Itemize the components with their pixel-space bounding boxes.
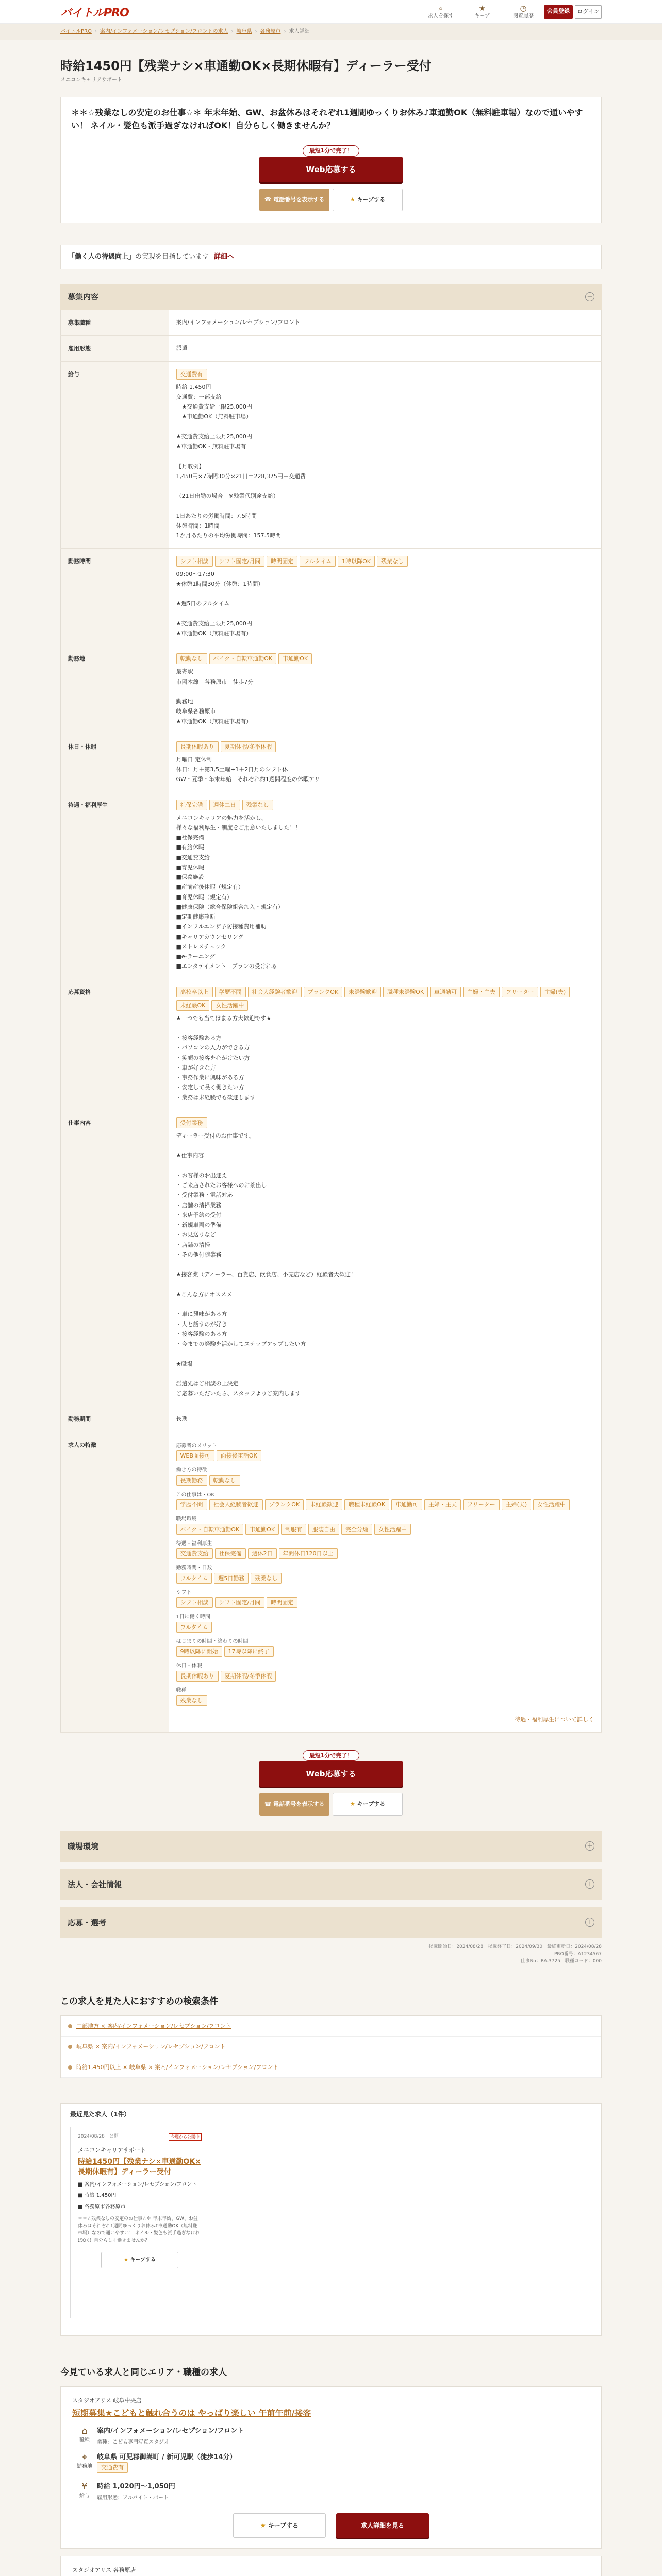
feature-tag: 主婦・主夫	[463, 987, 500, 997]
feature-tag: 交通費支給	[176, 1548, 213, 1559]
feature-tag: 9時以降に開始	[176, 1646, 222, 1657]
feature-group-caption: この仕事は・OK	[176, 1492, 214, 1498]
feature-tag: 学歴不問	[176, 1499, 207, 1510]
feature-tag: 社保完備	[215, 1548, 246, 1559]
feature-tag: 車通勤OK	[245, 1524, 279, 1535]
recruit-row-text: 最寄駅 市岡本線 各務原市 徒歩7分 勤務地 岐阜県各務原市 ★車通勤OK（無料駐車場有）	[176, 668, 254, 725]
condition-item	[61, 2037, 601, 2057]
treatment-note: 「働く人の待遇向上」の実現を目指しています 詳細へ	[60, 245, 602, 269]
recruit-row	[61, 1432, 602, 1732]
feature-tag: シフト固定/月間	[215, 1597, 265, 1608]
feature-tag: 交通費有	[97, 2462, 128, 2473]
feature-tag: 年間休日120日以上	[279, 1548, 338, 1559]
keep-button[interactable]: ★ キープする	[333, 189, 403, 211]
feature-tag: バイク・自転車通勤OK	[176, 1524, 244, 1535]
star-icon: ★	[478, 4, 486, 13]
feature-group-caption: 職場環境	[176, 1516, 197, 1522]
recruit-row	[61, 1110, 602, 1406]
feature-tag: 高校卒以上	[176, 987, 213, 997]
feature-tag: 車通勤OK	[278, 653, 312, 664]
recruit-row	[61, 792, 602, 979]
recruit-row-label: 勤務期間	[61, 1406, 169, 1432]
tag-list	[176, 1597, 594, 1611]
show-phone-button[interactable]: ☎ 電話番号を表示する	[259, 1793, 329, 1816]
login-button[interactable]: ログイン	[575, 5, 602, 19]
feature-tag: 週休2日	[248, 1548, 277, 1559]
feature-tag: WEB面接可	[176, 1450, 214, 1461]
header-nav	[420, 0, 544, 21]
feature-tag: 17時以降に終了	[224, 1646, 274, 1657]
expand-icon[interactable]: ＋	[585, 1918, 594, 1927]
feature-tag: 転勤なし	[176, 653, 207, 664]
condition-link[interactable]: 岐阜県 × 案内/インフォメーション/レセプション/フロント	[76, 2043, 226, 2050]
condition-link[interactable]: 中部地方 × 案内/インフォメーション/レセプション/フロント	[76, 2023, 231, 2029]
nav-star[interactable]	[461, 0, 503, 21]
keep-button[interactable]: ★ キープする	[333, 1793, 403, 1816]
location-icon: ⌖ 勤務地	[72, 2452, 97, 2476]
feature-tag: 服装自由	[308, 1524, 339, 1535]
feature-group-caption: 待遇・福利厚生	[176, 1540, 212, 1547]
feature-group-caption: シフト	[176, 1589, 192, 1596]
recruit-section-header[interactable]: 募集内容 －	[60, 284, 602, 310]
recruit-row-text: 時給 1,450円 交通費：一部支給 ★交通費支給上限25,000円 ★車通勤OK（無料駐車場） ★交通費支給上限月25,000円 ★車通勤OK・無料駐車場有 【月収例】 1,450円×7時間30分×21日＝228,375円＋交通費 （21日出勤の場合 ※残業代別途支給） 1日あたりの労働時間：7.5時間 休憩時間：1時間 1か月あたりの平均労働時間：157.5時間	[176, 383, 306, 539]
tag-list	[97, 2462, 236, 2476]
section-bar-label: 職場環境	[68, 1841, 99, 1851]
history-card[interactable]: 2024/08/28 公開 今週から公開中 メニコンキャリアサポート 時給1450円【残業ナシ×車通勤OK×長期休暇有】ディーラー受付 ■ 案内/インフォメーション/レセプション/フロント ■ 時給 1,450円 ■ 各務原市各務原市 ＊＊☆残業なしの安定のお仕事☆＊ 年末年始、GW、お盆休みはそれぞれ1週間ゆっくりお休み♪車通勤OK（無料駐車場）なので通いやすい！ ネイル・髪色も派手過ぎなければOK！自分らしく働きませんか？ ★ キープする	[70, 2127, 209, 2318]
nav-history[interactable]	[503, 0, 544, 21]
recruit-row-value	[169, 792, 602, 979]
feature-tag: 週5日勤務	[214, 1573, 249, 1584]
feature-tag: 制服有	[281, 1524, 306, 1535]
feature-tag: 1時以降OK	[338, 556, 375, 567]
feature-tag: フリーター	[502, 987, 538, 997]
section-bar-label: 法人・会社情報	[68, 1879, 122, 1889]
feature-tag: フルタイム	[176, 1573, 212, 1584]
nav-search[interactable]	[420, 0, 461, 21]
posting-meta: 掲載開始日：2024/08/28 掲載終了日：2024/09/30 最終更新日：2024/08/28 PRO番号：A1234567 仕事No：RA-3725 職種コード：000	[428, 1944, 602, 1964]
related-job-row	[72, 2426, 590, 2446]
related-wage-value: 時給 1,020円〜1,050円	[97, 2483, 175, 2491]
tag-list	[176, 1524, 594, 1537]
feature-tag: ブランクOK	[265, 1499, 304, 1510]
quick-apply-badge: 最短1分で完了！	[303, 145, 360, 156]
related-place-row	[72, 2452, 590, 2476]
feature-group-caption: 応募者のメリット	[176, 1443, 218, 1449]
keep-label: キープする	[268, 2521, 299, 2529]
feature-tag: シフト相談	[176, 556, 213, 567]
recruit-row-value	[169, 310, 602, 335]
breadcrumb-separator: ›	[284, 29, 286, 35]
recruit-row-value	[169, 361, 602, 548]
recruit-row-value	[169, 979, 602, 1110]
feature-tag: フリーター	[463, 1499, 500, 1510]
recruit-row-label: 給与	[61, 361, 169, 548]
feature-tag: 残業なし	[377, 556, 408, 567]
tag-list	[176, 1622, 594, 1635]
breadcrumb-item[interactable]: 案内/インフォメーション/レセプション/フロントの求人	[100, 29, 228, 35]
tag-list	[176, 556, 594, 569]
feature-group-caption: 1日に働く時間	[176, 1614, 210, 1620]
collapse-icon[interactable]: －	[585, 292, 594, 301]
quick-apply-badge: 最短1分で完了！	[303, 1750, 360, 1761]
related-wage-body	[97, 2482, 175, 2502]
recruit-row-text: ディーラー受付のお仕事です。 ★仕事内容 ・お客様のお出迎え ・ご来店されたお客様へのお茶出し ・受付業務・電話対応 ・店舗の清掃業務 ・来店予約の受付 ・新規車両の準備 ・お見送りなど ・店舗の清掃 ・その他付随業務 ★接客業（ディーラー、百貨店、飲食店、小売店など）経験者大歓迎！ ★こんな方にオススメ ・車に興味がある方 ・人と話すのが好き ・接客経験のある方 ・今までの経験を活かしてステップアップしたい方 ★職場 派遣先はご相談の上決定 ご応募いただいたら、スタッフよりご案内します	[176, 1132, 357, 1397]
recruit-row-value	[169, 734, 602, 792]
recruit-row	[61, 734, 602, 792]
features-cell	[169, 1432, 602, 1732]
feature-tag: 時間固定	[267, 556, 297, 567]
recruit-row-label: 求人の特徴	[61, 1432, 169, 1732]
feature-tag: 長期休暇あり	[176, 1671, 219, 1682]
feature-tag: 女性活躍中	[211, 1000, 248, 1011]
related-place-label: 勤務地	[77, 2463, 92, 2469]
feature-tag: 車通勤可	[391, 1499, 422, 1510]
related-job-card	[60, 2386, 602, 2548]
feature-tag: 職種未経験OK	[383, 987, 428, 997]
breadcrumb-separator: ›	[94, 29, 97, 35]
star-icon: ★	[350, 1800, 357, 1807]
related-keep-button[interactable]	[233, 2513, 326, 2538]
recruit-row-text: メニコンキャリアの魅力を活かし、 様々な福利厚生・制度をご用意いたしました！！ ■社保完備 ■有給休暇 ■交通費支給 ■育児休暇 ■保養施設 ■産前産後休暇（規定有） ■育児休暇（規定有） ■健康保険（総合保険組合加入・規定有） ■定期健康診断 ■インフルエンザ予防接種費用補助 ■キャリアカウンセリング ■ストレスチェック ■e-ラーニング ■エンタテイメント プランの受けれる	[176, 814, 301, 970]
feature-tag: 未経験歓迎	[306, 1499, 342, 1510]
feature-tag: 学歴不問	[215, 987, 246, 997]
related-company: スタジオアリス 各務原店	[72, 2566, 136, 2573]
expand-icon[interactable]: ＋	[585, 1879, 594, 1889]
nav-label: 求人を探す	[428, 13, 454, 19]
feature-tag: 受付業務	[176, 1117, 207, 1128]
condition-link[interactable]: 時給1,450円以上 × 岐阜県 × 案内/インフォメーション/レセプション/フロント	[76, 2064, 279, 2071]
recruit-row-value	[169, 1406, 602, 1432]
recruit-table	[60, 310, 602, 1733]
feature-tag: 主婦・主夫	[424, 1499, 461, 1510]
yen-icon: ¥ 給与	[72, 2482, 97, 2502]
tag-list	[176, 1499, 594, 1513]
recruit-row-text: 09:00〜17:30 ★休憩1時間30分（休憩：1時間） ★週5日のフルタイム ★交通費支給上限月25,000円 ★車通勤OK（無料駐車場有）	[176, 570, 264, 637]
feature-group-caption: 働き方の特徴	[176, 1467, 207, 1473]
recruit-row-label: 休日・休暇	[61, 734, 169, 792]
show-phone-button[interactable]: ☎ 電話番号を表示する	[259, 189, 329, 211]
phone-icon: ☎	[264, 1800, 274, 1807]
tag-list	[176, 1450, 594, 1464]
tag-list	[176, 1117, 594, 1131]
section-bar-label: 応募・選考	[68, 1918, 107, 1927]
tag-list	[176, 1475, 594, 1488]
related-wage-sub: 雇用形態：アルバイト・パート	[97, 2495, 169, 2501]
related-company: スタジオアリス 岐阜中央店	[72, 2397, 142, 2404]
related-title: 今見ている求人と同じエリア・職種の求人	[60, 2367, 227, 2378]
related-detail-button[interactable]: 求人詳細を見る	[336, 2513, 429, 2538]
feature-tag: 社会人経験者歓迎	[209, 1499, 263, 1510]
breadcrumb	[0, 24, 662, 40]
feature-group-caption: 職種	[176, 1687, 187, 1693]
site-logo[interactable]: バイトルPRO	[60, 7, 129, 20]
breadcrumb-item[interactable]: 各務原市	[260, 29, 281, 35]
history-box	[60, 2103, 602, 2336]
recruit-row-label: 勤務地	[61, 646, 169, 734]
recruit-row-value	[169, 1110, 602, 1406]
feature-tag: 時間固定	[267, 1597, 297, 1608]
recruit-row-value	[169, 548, 602, 646]
briefcase-icon: ⌂ 職種	[72, 2426, 97, 2446]
tag-list	[176, 741, 594, 755]
tag-list	[176, 653, 594, 667]
recruit-row-text: ★一つでも当てはまる方大歓迎です★ ・接客経験ある方 ・パソコンの入力ができる方 ・笑顔の接客を心がけたい方 ・車が好きな方 ・事務作業に興味がある方 ・安定して長く働きたい方 ・業務は未経験でも歓迎します	[176, 1014, 272, 1101]
related-wage-row	[72, 2482, 590, 2502]
feature-tag: 車通勤可	[430, 987, 461, 997]
feature-group-caption: 休日・休暇	[176, 1663, 202, 1669]
related-job-label: 職種	[79, 2437, 90, 2444]
breadcrumb-item[interactable]: 岐阜県	[236, 29, 252, 35]
feature-tag: 未経験歓迎	[344, 987, 381, 997]
related-buttons	[72, 2513, 590, 2538]
company-name: メニコンキャリアサポート	[60, 77, 122, 83]
recruit-row-label: 雇用形態	[61, 335, 169, 361]
conditions-title: この求人を見た人におすすめの検索条件	[60, 1996, 219, 2007]
recruit-row-value	[169, 335, 602, 361]
tag-list	[176, 1548, 594, 1562]
register-button[interactable]: 会員登録	[544, 5, 573, 19]
expand-icon[interactable]: ＋	[585, 1841, 594, 1851]
feature-tag: 女性活躍中	[374, 1524, 411, 1535]
benefit-detail-link[interactable]: 待遇・福利厚生について詳しく	[515, 1716, 594, 1723]
main-content	[60, 58, 602, 2576]
recruit-row-label: 待遇・福利厚生	[61, 792, 169, 979]
related-place-body	[97, 2452, 236, 2476]
feature-tag: 週休二日	[209, 800, 240, 810]
related-job-card	[60, 2556, 602, 2576]
tag-list	[176, 369, 594, 382]
star-icon: ★	[350, 196, 357, 203]
apply-area-bottom	[259, 1750, 403, 1816]
section-bar-1[interactable]	[60, 1869, 602, 1900]
recruit-row	[61, 646, 602, 734]
feature-tag: 残業なし	[242, 800, 273, 810]
history-keep-button[interactable]: ★ キープする	[101, 2252, 178, 2268]
recruit-row-text: 案内/インフォメーション/レセプション/フロント	[176, 318, 300, 326]
feature-tag: 転勤なし	[209, 1475, 240, 1486]
recruit-row-label: 募集職種	[61, 310, 169, 335]
feature-tag: 職種未経験OK	[344, 1499, 389, 1510]
feature-tag: 完全分煙	[341, 1524, 372, 1535]
breadcrumb-separator: ›	[231, 29, 234, 35]
recruit-row	[61, 1406, 602, 1432]
feature-tag: 交通費有	[176, 369, 207, 380]
tag-list	[176, 1695, 594, 1708]
section-bar-0[interactable]	[60, 1831, 602, 1862]
nav-label: キープ	[474, 13, 490, 19]
catch-copy: ＊＊☆残業なしの安定のお仕事☆＊ 年末年始、GW、お盆休みはそれぞれ1週間ゆっくりお休み♪車通勤OK（無料駐車場）なので通いやすい！ ネイル・髪色も派手過ぎなければOK！自分らしく働きませんか？	[71, 107, 583, 130]
breadcrumb-item: 求人詳細	[289, 29, 310, 35]
feature-tag: 長期休暇あり	[176, 741, 219, 752]
related-wage-label: 給与	[79, 2493, 90, 2499]
feature-tag: 女性活躍中	[533, 1499, 570, 1510]
related-place-value: 岐阜県 可児郡御嵩町 / 新可児駅（徒歩14分）	[97, 2453, 237, 2461]
web-apply-button[interactable]: Web応募する	[259, 157, 403, 182]
history-title: 最近見た求人（1件）	[70, 2111, 130, 2118]
feature-tag: シフト固定/月間	[215, 556, 265, 567]
tag-list	[176, 800, 594, 813]
breadcrumb-item[interactable]: バイトルPRO	[60, 29, 92, 35]
recruit-row-text: 派遣	[176, 344, 188, 351]
history-job-link[interactable]: 時給1450円【残業ナシ×車通勤OK×長期休暇有】ディーラー受付	[78, 2158, 201, 2177]
phone-icon: ☎	[264, 196, 274, 203]
feature-tag: 面接後電話OK	[217, 1450, 261, 1461]
recruit-row-label: 仕事内容	[61, 1110, 169, 1406]
recruit-row-text: 長期	[176, 1415, 188, 1422]
breadcrumb-separator: ›	[255, 29, 257, 35]
related-job-sub: 業種：こども専門写真スタジオ	[97, 2439, 169, 2445]
tag-list	[176, 1573, 594, 1586]
recruit-row	[61, 361, 602, 548]
recruit-row-text: 月曜日 定休制 休日：月＋第3,5土曜+1＋2日月のシフト休 GW・夏季・年末年始 それぞれ約1週間程度の休暇アリ	[176, 756, 320, 783]
related-job-body	[97, 2426, 244, 2446]
feature-tag: 主婦(夫)	[540, 987, 570, 997]
recruit-row-label: 応募資格	[61, 979, 169, 1110]
conditions-list	[60, 2015, 602, 2078]
web-apply-button[interactable]: Web応募する	[259, 1761, 403, 1787]
feature-tag: バイク・自転車通勤OK	[209, 653, 277, 664]
history-icon: ◷	[520, 4, 527, 13]
tag-list	[176, 1646, 594, 1659]
condition-item	[61, 2057, 601, 2078]
feature-tag: シフト相談	[176, 1597, 213, 1608]
feature-group-caption: 勤務時間・日数	[176, 1565, 212, 1571]
tag-list	[176, 1671, 594, 1684]
recruit-row	[61, 979, 602, 1110]
job-title: 時給1450円【残業ナシ×車通勤OK×長期休暇有】ディーラー受付	[60, 59, 432, 73]
recruit-row	[61, 335, 602, 361]
recruit-row-value	[169, 646, 602, 734]
related-job-value: 案内/インフォメーション/レセプション/フロント	[97, 2427, 244, 2435]
feature-group-caption: はじまりの時間・終わりの時間	[176, 1638, 249, 1645]
section-bar-2[interactable]	[60, 1907, 602, 1938]
condition-item	[61, 2016, 601, 2037]
recruit-row-label: 勤務時間	[61, 548, 169, 646]
star-icon: ★	[124, 2257, 130, 2263]
feature-tag: 社保完備	[176, 800, 207, 810]
related-job-title[interactable]: 短期募集★こどもと触れ合うのは やっぱり楽しい 午前午前/接客	[72, 2408, 311, 2418]
feature-tag: 夏期休暇/冬季休暇	[221, 1671, 276, 1682]
feature-tag: 主婦(夫)	[502, 1499, 532, 1510]
treatment-detail-link[interactable]: 詳細へ	[214, 252, 235, 261]
recruit-row	[61, 310, 602, 335]
feature-tag: 社会人経験者歓迎	[248, 987, 302, 997]
feature-tag: 夏期休暇/冬季休暇	[221, 741, 276, 752]
tag-list	[176, 987, 594, 1013]
search-icon: ⌕	[438, 4, 443, 13]
feature-tag: 未経験OK	[176, 1000, 210, 1011]
site-header	[0, 0, 662, 24]
new-badge: 今週から公開中	[169, 2133, 202, 2141]
feature-tag: ブランクOK	[304, 987, 343, 997]
recruit-row	[61, 548, 602, 646]
nav-label: 閲覧履歴	[513, 13, 534, 19]
apply-area	[259, 145, 403, 211]
benefit-detail-row	[176, 1715, 594, 1724]
star-icon: ★	[260, 2521, 268, 2529]
feature-tag: 残業なし	[176, 1695, 207, 1706]
feature-tag: フルタイム	[176, 1622, 212, 1633]
feature-tag: 長期勤務	[176, 1475, 207, 1486]
catch-box	[60, 97, 602, 223]
feature-tag: フルタイム	[300, 556, 336, 567]
feature-tag: 残業なし	[251, 1573, 282, 1584]
